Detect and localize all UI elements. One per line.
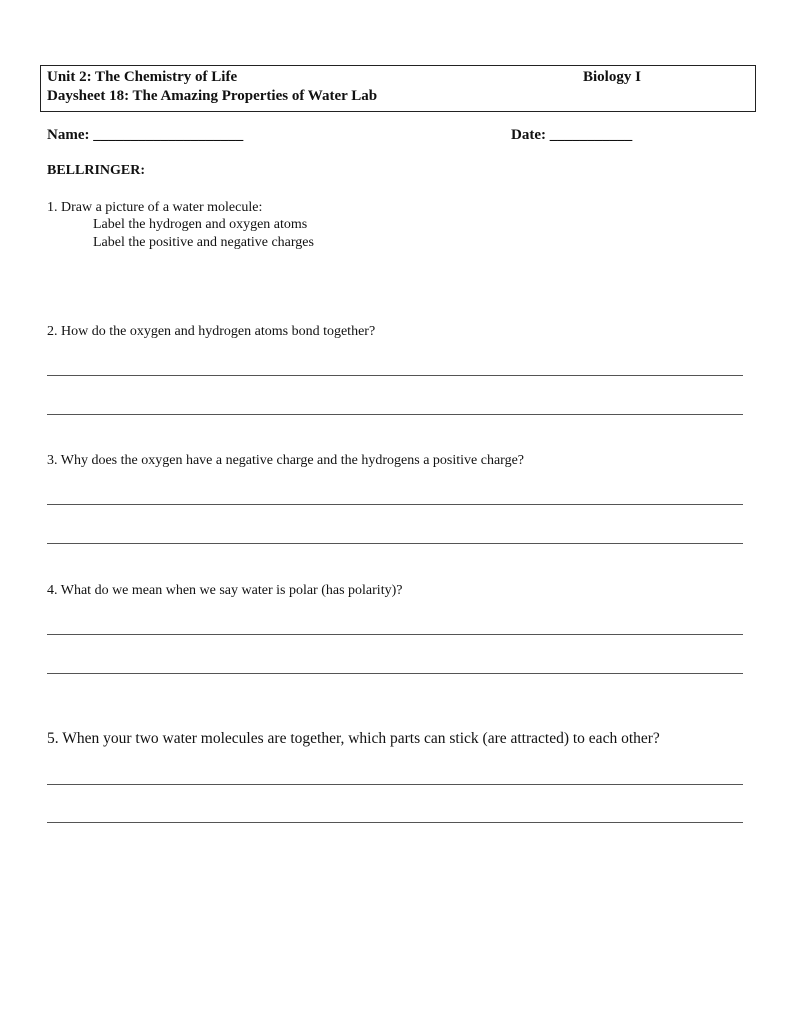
question-2: 2. How do the oxygen and hydrogen atoms bond together? — [47, 324, 376, 339]
question-1-subitem: Label the hydrogen and oxygen atoms — [93, 217, 308, 232]
question-1-subitem: Label the positive and negative charges — [93, 235, 314, 250]
name-field[interactable]: Name: ____________________ — [47, 127, 244, 143]
answer-line[interactable] — [47, 375, 743, 376]
course-title: Biology I — [583, 69, 641, 85]
answer-line[interactable] — [47, 504, 743, 505]
question-3: 3. Why does the oxygen have a negative charge and the hydrogens a positive charge? — [47, 453, 525, 468]
answer-line[interactable] — [47, 673, 743, 674]
date-field[interactable]: Date: ___________ — [511, 127, 633, 143]
bellringer-heading: BELLRINGER: — [47, 163, 146, 178]
answer-line[interactable] — [47, 543, 743, 544]
question-1: 1. Draw a picture of a water molecule: — [47, 200, 263, 215]
answer-line[interactable] — [47, 784, 743, 785]
question-4: 4. What do we mean when we say water is polar (has polarity)? — [47, 583, 403, 598]
answer-line[interactable] — [47, 634, 743, 635]
answer-line[interactable] — [47, 414, 743, 415]
daysheet-title: Daysheet 18: The Amazing Properties of Water Lab — [47, 88, 378, 104]
unit-title: Unit 2: The Chemistry of Life — [47, 69, 238, 85]
question-5: 5. When your two water molecules are together, which parts can stick (are attracted) to each other? — [47, 730, 660, 747]
answer-line[interactable] — [47, 822, 743, 823]
